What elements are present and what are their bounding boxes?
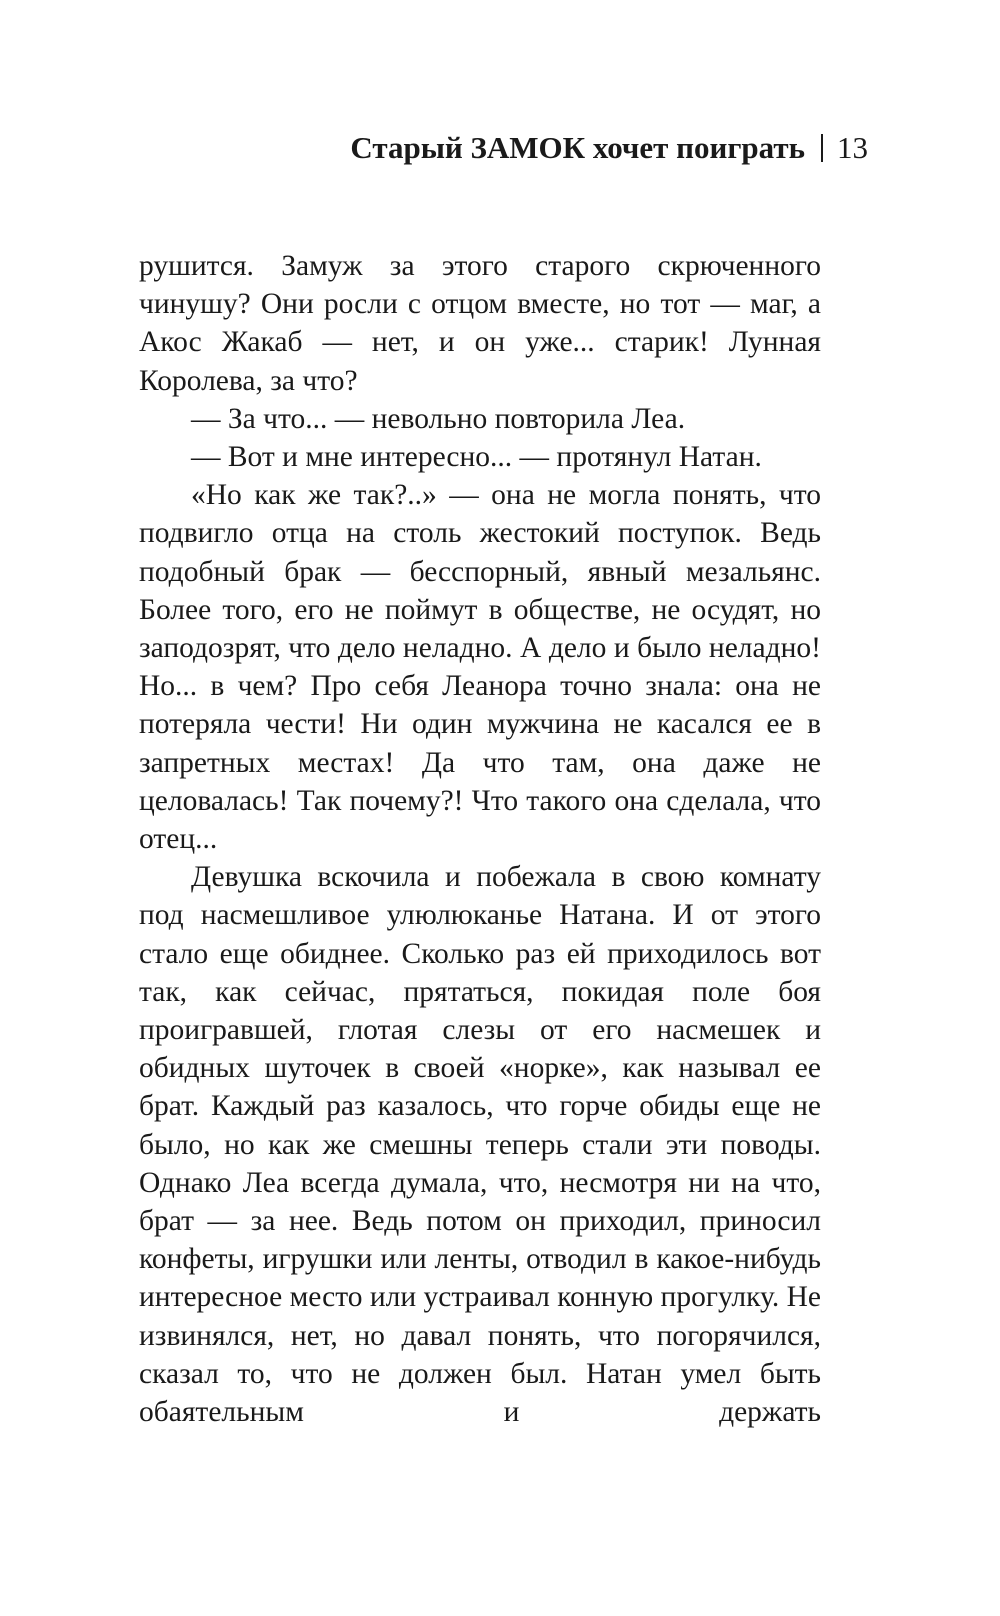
paragraph: «Но как же так?..» — она не могла понять, что подвигло отца на столь жестокий поступок. Ведь подобный брак — бесспорный, явный мезальянс. Более того, его не поймут в обществе, не осудят, но заподозрят, что дело неладно. А дело и было неладно! Но... в чем? Про себя Леанора точно знала: она не потеряла чести! Ни один мужчина не касался ее в запретных местах! Да что там, она даже не целовалась! Так почему?! Что такого она сделала, что отец... xyxy=(139,479,821,856)
body-text xyxy=(139,247,821,1431)
page-number: 13 xyxy=(837,130,868,165)
paragraph: — Вот и мне интересно... — протянул Натан. xyxy=(191,441,762,474)
paragraph: Девушка вскочила и побежала в свою комнату под насмешливое улюлюканье Натана. И от этого стало еще обиднее. Сколько раз ей приходилось вот так, как сейчас, прятаться, покидая поле боя проигравшей, глотая слезы от его насмешек и обидных шуточек в своей «норке», как называл ее брат. Каждый раз казалось, что горче обиды еще не было, но как же смешны теперь стали эти поводы. Однако Леа всегда думала, что, несмотря ни на что, брат — за нее. Ведь потом он приходил, приносил конфеты, игрушки или ленты, отводил в какое-нибудь интересное место или устраивал конную прогулку. Не извинялся, нет, но давал понять, что погорячился, сказал то, что не должен был. Натан умел быть обаятельным и держать xyxy=(139,861,821,1429)
running-header xyxy=(0,128,868,168)
paragraph: — За что... — невольно повторила Леа. xyxy=(191,402,686,435)
running-title: Старый ЗАМОК хочет поиграть xyxy=(350,130,805,165)
paragraph: рушится. Замуж за этого старого скрюченного чинушу? Они росли с отцом вместе, но тот — маг, а Акос Жакаб — нет, и он уже... старик! Лунная Королева, за что? xyxy=(139,250,821,397)
header-divider xyxy=(821,134,823,162)
